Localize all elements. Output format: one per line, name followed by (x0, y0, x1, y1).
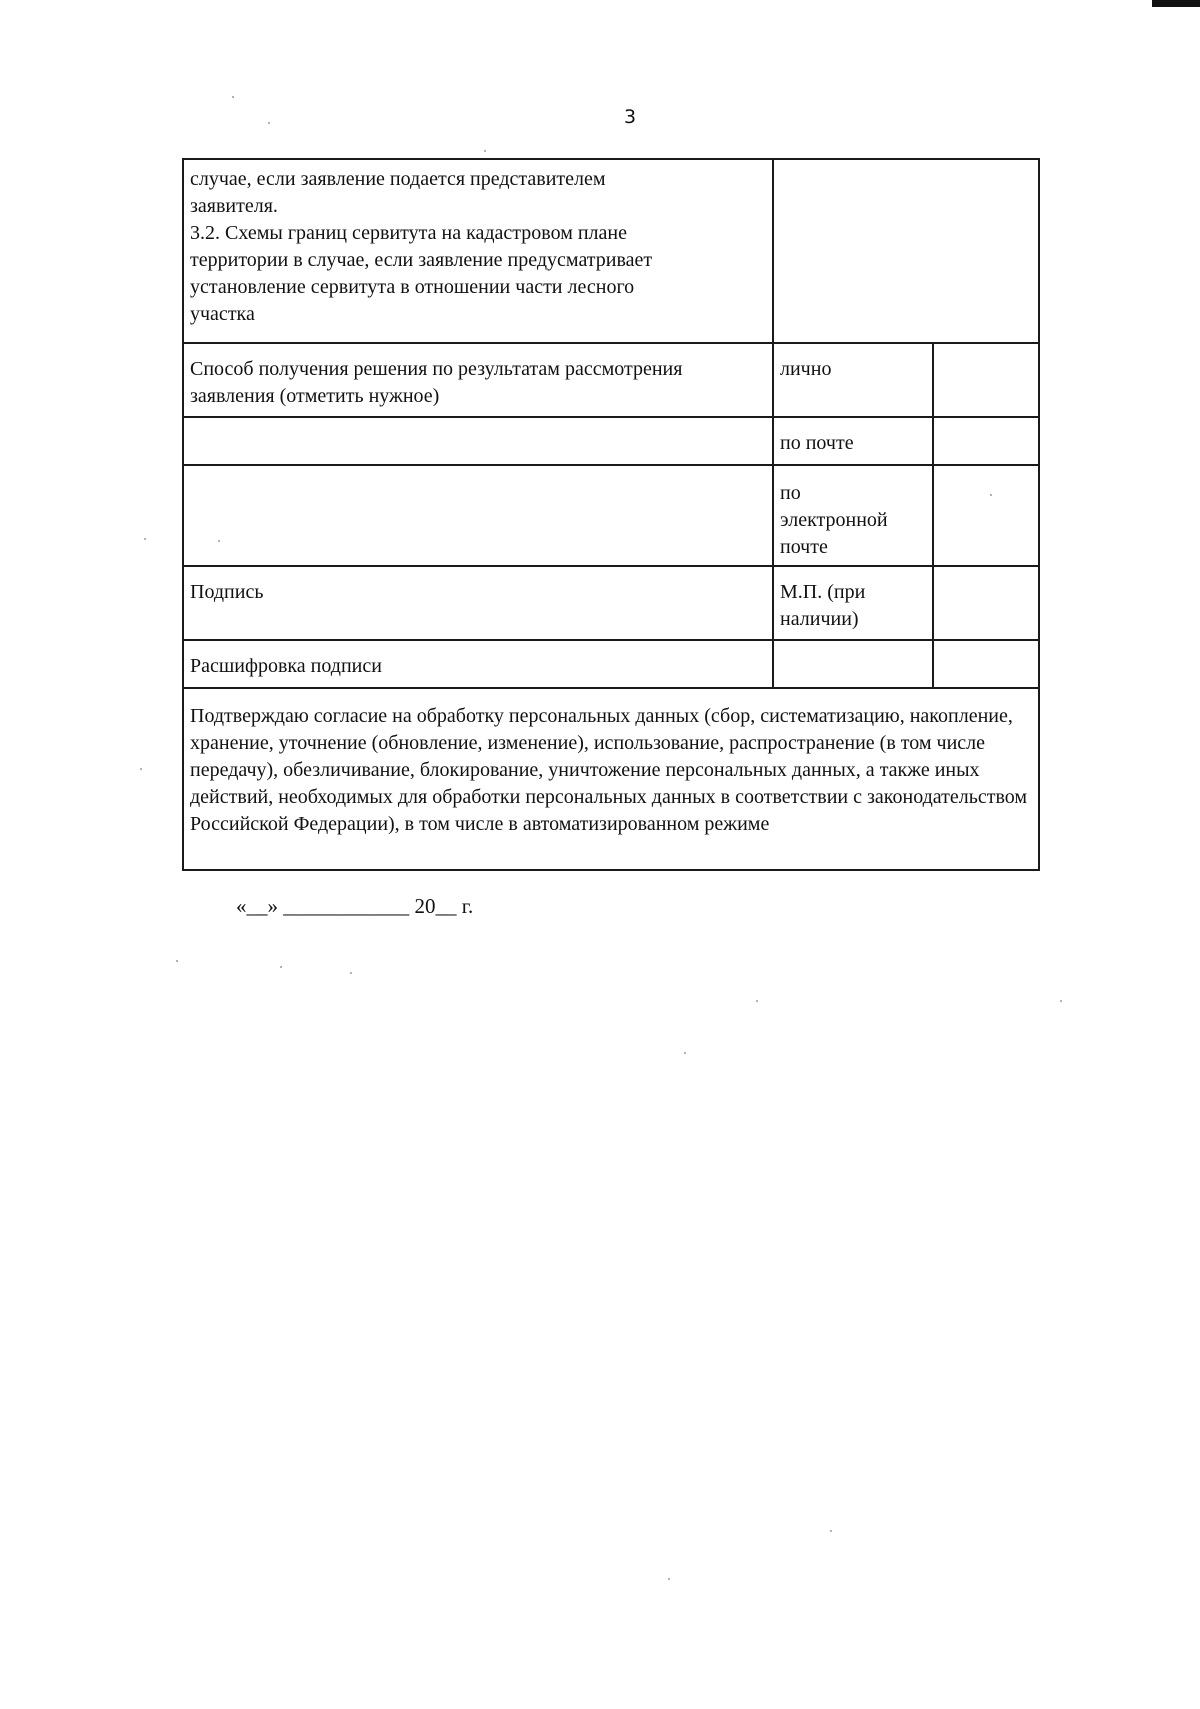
signature-label-cell (183, 566, 773, 640)
signature-decode-label: Расшифровка подписи (190, 655, 382, 677)
table-row-method-post (183, 417, 1039, 465)
table-row-signature (183, 566, 1039, 640)
application-form-table (182, 158, 1040, 871)
stamp-label: М.П. (при наличии) (780, 581, 866, 630)
consent-cell (183, 688, 1039, 870)
option-in-person-cell (773, 343, 933, 417)
table-row-method-in-person (183, 343, 1039, 417)
signature-field[interactable] (933, 566, 1039, 640)
page-number: 3 (623, 106, 637, 128)
date-line: «__» ____________ 20__ г. (236, 894, 474, 918)
signature-decode-label-cell (183, 640, 773, 688)
option-email-checkbox[interactable] (933, 465, 1039, 566)
option-post-cell (773, 417, 933, 465)
scan-speck (668, 1578, 670, 1580)
table-row-signature-decode (183, 640, 1039, 688)
consent-text: Подтверждаю согласие на обработку персональных данных (сбор, систематизацию, накопление, хранение, уточнение (обновление, изменение), использование, распространение (в том числе передачу), обезличивание, блокирование, уничтожение персональных данных, а также иных действий, необходимых для обработки персональных данных в соответствии с законодательством Российской Федерации), в том числе в автоматизированном режиме (190, 705, 1028, 835)
scan-speck (280, 966, 282, 968)
option-post-checkbox[interactable] (933, 417, 1039, 465)
scan-speck (990, 494, 992, 496)
scan-speck (232, 96, 234, 98)
documents-mark-cell[interactable] (773, 159, 1039, 343)
table-row-method-email (183, 465, 1039, 566)
option-post-label: по почте (780, 432, 854, 454)
documents-cell (183, 159, 773, 343)
scan-speck (1060, 1000, 1062, 1002)
option-email-cell (773, 465, 933, 566)
table-row-documents (183, 159, 1039, 343)
signature-label: Подпись (190, 581, 264, 603)
scan-speck (756, 1000, 758, 1002)
scan-speck (350, 972, 352, 974)
option-in-person-label: лично (780, 358, 832, 380)
option-email-label: по электронной почте (780, 482, 888, 558)
method-label-cell (183, 343, 773, 417)
option-in-person-checkbox[interactable] (933, 343, 1039, 417)
signature-decode-extra-field[interactable] (933, 640, 1039, 688)
scan-edge-mark (1152, 0, 1200, 7)
scan-speck (268, 122, 270, 124)
scan-speck (218, 540, 220, 542)
method-label: Способ получения решения по результатам рассмотрения заявления (отметить нужное) (190, 358, 683, 407)
empty-cell (183, 417, 773, 465)
table-row-consent (183, 688, 1039, 870)
scan-speck (140, 768, 142, 770)
scan-speck (144, 538, 146, 540)
scan-speck (830, 1530, 832, 1532)
scan-speck (684, 1052, 686, 1054)
signature-decode-field[interactable] (773, 640, 933, 688)
scan-speck (484, 150, 486, 152)
documents-text: случае, если заявление подается представителем заявителя. 3.2. Схемы границ сервитута на кадастровом плане территории в случае, если заявление предусматривает установление сервитута в отношении части лесного участка (190, 168, 653, 325)
stamp-label-cell (773, 566, 933, 640)
scan-speck (176, 960, 178, 962)
empty-cell (183, 465, 773, 566)
